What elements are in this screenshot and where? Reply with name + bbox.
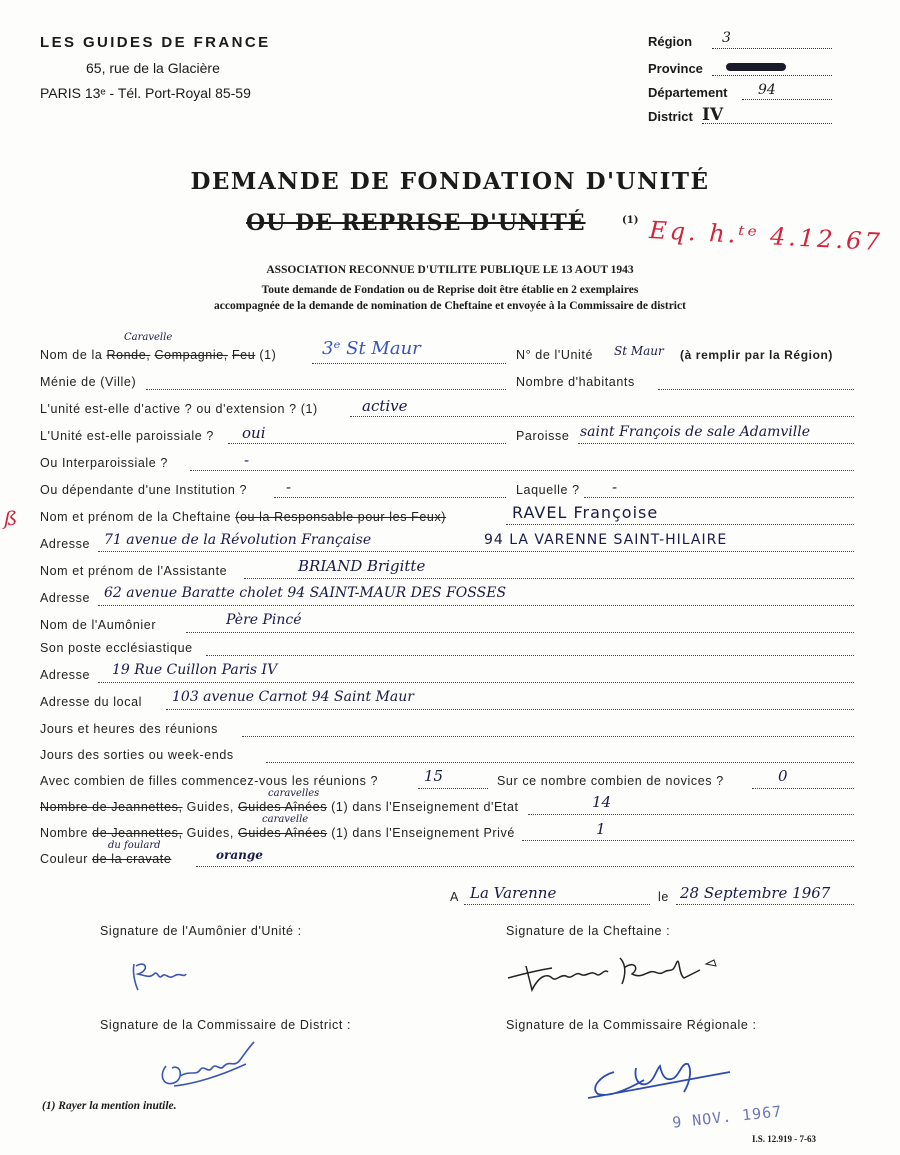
nom-insert: Caravelle bbox=[124, 332, 173, 343]
adresse1-value: 71 avenue de la Révolution Française bbox=[104, 532, 372, 548]
active-dotline bbox=[350, 416, 854, 417]
filles-dotline bbox=[418, 788, 488, 789]
habitants-dotline bbox=[658, 389, 854, 390]
etat-label: Nombre de Jeannettes, Guides, Guides Aînées (1) dans l'Enseignement d'Etat bbox=[40, 800, 519, 814]
paroissiale-label: L'Unité est-elle paroissiale ? bbox=[40, 429, 214, 443]
couleur-label: Couleur de la cravate bbox=[40, 852, 172, 866]
interparoissiale-value: - bbox=[244, 451, 250, 469]
novices-dotline bbox=[752, 788, 854, 789]
laquelle-label: Laquelle ? bbox=[516, 483, 580, 497]
local-dotline bbox=[166, 709, 854, 710]
aumonier-value: Père Pincé bbox=[226, 612, 302, 628]
paroisse-value: saint François de sale Adamville bbox=[580, 424, 811, 440]
district-value: IV bbox=[702, 105, 724, 125]
cheftaine-value: RAVEL Françoise bbox=[512, 503, 659, 522]
nom-label: Nom de la Ronde, Compagnie, Feu (1) bbox=[40, 348, 277, 362]
adresse3-value: 19 Rue Cuillon Paris IV bbox=[112, 662, 278, 678]
address-line-2: PARIS 13ᵉ - Tél. Port-Royal 85-59 bbox=[40, 85, 251, 101]
local-label: Adresse du local bbox=[40, 695, 143, 709]
adresse1-dotline bbox=[98, 551, 854, 552]
etat-dotline bbox=[528, 814, 854, 815]
struck-subtitle: OU DE REPRISE D'UNITÉ bbox=[246, 210, 586, 236]
aumonier-dotline bbox=[186, 632, 854, 633]
signature-cheftaine-label: Signature de la Cheftaine : bbox=[506, 924, 671, 938]
etat-value: 14 bbox=[592, 793, 612, 811]
district-label: District bbox=[648, 109, 693, 124]
organization-name: LES GUIDES DE FRANCE bbox=[40, 34, 271, 51]
signature-commissaire-district-label: Signature de la Commissaire de District : bbox=[100, 1018, 352, 1032]
adresse2-value: 62 avenue Baratte cholet 94 SAINT-MAUR DES FOSSES bbox=[104, 585, 507, 601]
date-dotline bbox=[676, 904, 854, 905]
local-value: 103 avenue Carnot 94 Saint Maur bbox=[172, 689, 414, 705]
commissaire-district-signature bbox=[150, 1036, 262, 1092]
numero-value: St Maur bbox=[614, 344, 664, 358]
cheftaine-signature bbox=[500, 944, 730, 1000]
laquelle-value: - bbox=[612, 478, 618, 496]
sorties-label: Jours des sorties ou week-ends bbox=[40, 748, 234, 762]
active-label: L'unité est-elle d'active ? ou d'extension ? (1) bbox=[40, 402, 318, 416]
margin-mark: ß bbox=[4, 506, 18, 530]
date-value: 28 Septembre 1967 bbox=[680, 884, 831, 902]
adresse1-value2: 94 LA VARENNE SAINT-HILAIRE bbox=[484, 532, 728, 548]
menie-label: Ménie de (Ville) bbox=[40, 375, 137, 389]
district-row bbox=[648, 105, 724, 125]
laquelle-dotline bbox=[584, 497, 854, 498]
footnote: (1) Rayer la mention inutile. bbox=[42, 1100, 177, 1112]
numero-suffix: (à remplir par la Région) bbox=[680, 348, 834, 362]
nom-dotline bbox=[312, 363, 506, 364]
province-scribble bbox=[726, 63, 786, 71]
novices-value: 0 bbox=[778, 767, 788, 785]
paroissiale-value: oui bbox=[242, 424, 266, 442]
place-dotline bbox=[464, 904, 650, 905]
numero-label: N° de l'Unité bbox=[516, 348, 594, 362]
poste-dotline bbox=[206, 655, 854, 656]
habitants-label: Nombre d'habitants bbox=[516, 375, 635, 389]
instructions-line-1: Toute demande de Fondation ou de Reprise doit être établie en 2 exemplaires bbox=[261, 284, 639, 296]
subtitle-note-marker: (1) bbox=[622, 215, 639, 226]
association-line: ASSOCIATION RECONNUE D'UTILITE PUBLIQUE LE 13 AOUT 1943 bbox=[266, 264, 634, 276]
interparoissiale-label: Ou Interparoissiale ? bbox=[40, 456, 168, 470]
form-title: DEMANDE DE FONDATION D'UNITÉ bbox=[190, 168, 710, 195]
prive-value: 1 bbox=[596, 820, 606, 838]
commissaire-regionale-signature bbox=[584, 1048, 734, 1104]
novices-label: Sur ce nombre combien de novices ? bbox=[497, 774, 724, 788]
aumonier-label: Nom de l'Aumônier bbox=[40, 618, 157, 632]
region-dotline bbox=[712, 48, 832, 49]
prive-insert: caravelle bbox=[262, 814, 309, 825]
aumonier-signature bbox=[128, 956, 192, 996]
etat-insert: caravelles bbox=[268, 788, 320, 799]
assistante-dotline bbox=[244, 578, 854, 579]
reunions-label: Jours et heures des réunions bbox=[40, 722, 219, 736]
paroisse-dotline bbox=[578, 443, 854, 444]
assistante-label: Nom et prénom de l'Assistante bbox=[40, 564, 228, 578]
signature-commissaire-regionale-label: Signature de la Commissaire Régionale : bbox=[506, 1018, 757, 1032]
signature-aumonier-label: Signature de l'Aumônier d'Unité : bbox=[100, 924, 302, 938]
place-value: La Varenne bbox=[470, 884, 557, 902]
institution-label: Ou dépendante d'une Institution ? bbox=[40, 483, 248, 497]
district-dotline bbox=[702, 123, 832, 124]
prive-label: Nombre de Jeannettes, Guides, Guides Aînées (1) dans l'Enseignement Privé bbox=[40, 826, 515, 840]
couleur-dotline bbox=[196, 866, 854, 867]
region-value: 3 bbox=[722, 30, 731, 46]
couleur-value: orange bbox=[216, 848, 263, 862]
form-reference: I.S. 12.919 - 7-63 bbox=[752, 1134, 817, 1144]
sorties-dotline bbox=[266, 762, 854, 763]
institution-dotline bbox=[274, 497, 506, 498]
institution-value: - bbox=[286, 478, 292, 496]
departement-dotline bbox=[742, 99, 832, 100]
interparoissiale-dotline bbox=[190, 470, 854, 471]
adresse2-dotline bbox=[98, 605, 854, 606]
province-dotline bbox=[712, 75, 832, 76]
nom-value: 3ᵉ St Maur bbox=[322, 338, 421, 359]
region-row bbox=[648, 30, 731, 49]
red-annotation: Eq. h.ᵗᵉ 4.12.67 bbox=[648, 216, 884, 257]
adresse3-label: Adresse bbox=[40, 668, 91, 682]
paroissiale-dotline bbox=[228, 443, 506, 444]
instructions-line-2: accompagnée de la demande de nomination de Cheftaine et envoyée à la Commissaire de district bbox=[214, 300, 686, 312]
cheftaine-label: Nom et prénom de la Cheftaine (ou la Responsable pour les Feux) bbox=[40, 510, 447, 524]
adresse3-dotline bbox=[98, 682, 854, 683]
filles-value: 15 bbox=[424, 767, 444, 785]
adresse1-label: Adresse bbox=[40, 537, 91, 551]
prive-dotline bbox=[522, 840, 854, 841]
poste-label: Son poste ecclésiastique bbox=[40, 641, 193, 655]
couleur-insert: du foulard bbox=[108, 840, 161, 851]
reunions-dotline bbox=[242, 736, 854, 737]
received-stamp: 9 NOV. 1967 bbox=[671, 1102, 783, 1132]
province-label: Province bbox=[648, 61, 703, 76]
address-line-1: 65, rue de la Glacière bbox=[86, 60, 220, 76]
region-label: Région bbox=[648, 34, 693, 49]
departement-label: Département bbox=[648, 85, 728, 100]
date-label: le bbox=[658, 890, 669, 904]
province-row bbox=[648, 61, 703, 76]
instructions bbox=[0, 282, 900, 314]
departement-value: 94 bbox=[758, 82, 776, 98]
departement-row bbox=[648, 82, 776, 100]
place-label: A bbox=[450, 890, 459, 904]
paroisse-label: Paroisse bbox=[516, 429, 570, 443]
cheftaine-dotline bbox=[506, 524, 854, 525]
active-value: active bbox=[362, 397, 408, 415]
filles-label: Avec combien de filles commencez-vous les réunions ? bbox=[40, 774, 379, 788]
menie-dotline bbox=[146, 389, 506, 390]
assistante-value: BRIAND Brigitte bbox=[298, 557, 426, 575]
adresse2-label: Adresse bbox=[40, 591, 91, 605]
